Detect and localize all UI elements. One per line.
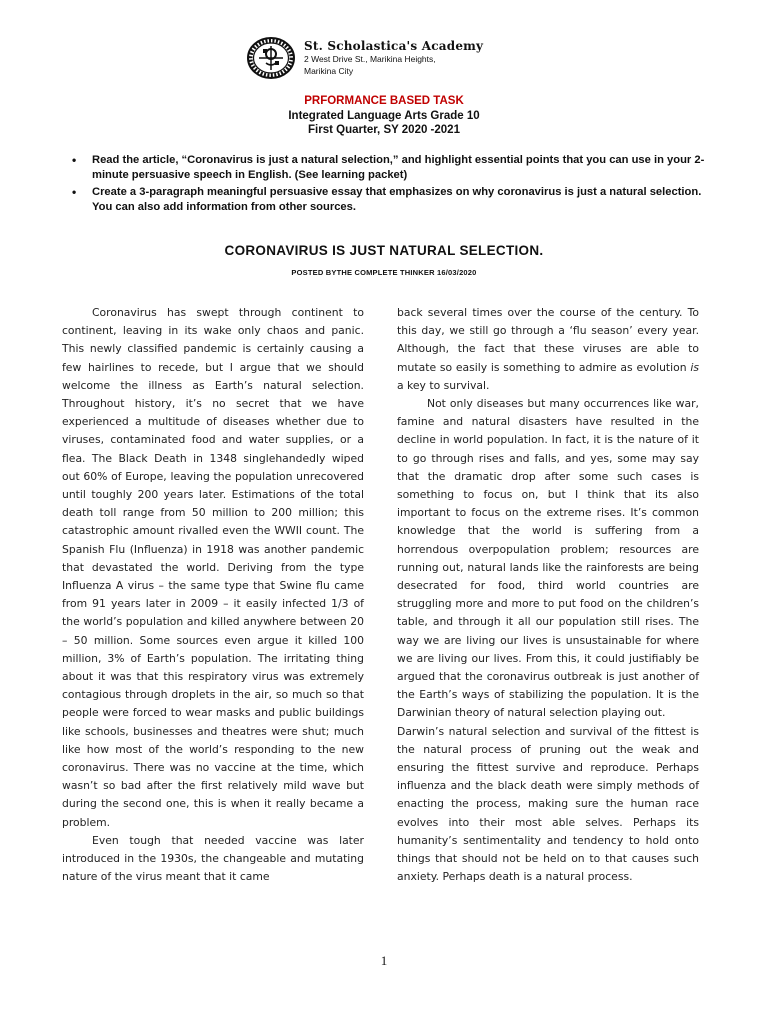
instruction-item: • Create a 3-paragraph meaningful persuasive essay that emphasizes on why coronavirus is just a natural selection. You can also add information from other sources. [66,185,706,215]
article-paragraph: Coronavirus has swept through continent to continent, leaving in its wake only chaos and panic. This newly classified pandemic is certainly causing a few hairlines to recede, but I argue that we should welcome the illness as Earth’s natural selection. Throughout history, it’s no secret that we have experienced a multitude of diseases whether due to viruses, contaminated food and water supplies, or a flea. The Black Death in 1348 singlehandedly wiped out 60% of Europe, leaving the population unrecovered until toughly 200 years later. Estimations of the total death toll range from 50 million to 200 million; this catastrophic amount rivalled even the WWII count. The Spanish Flu (Influenza) in 1918 was another pandemic that devastated the world. Deriving from the type Influenza A virus – the same type that Swine flu came from 91 years later in 2009 – it easily infected 1/3 of the world’s population and killed anywhere between 20 – 50 million. Some sources even argue it killed 100 million, 3% of Earth’s population. The irritating thing about it was that this respiratory virus was extremely contagious through droplets in the air, so much so that people were forced to wear masks and public buildings like schools, businesses and theatres were shut; much like how most of the world’s responding to the new coronavirus. There was no vaccine at the time, which wasn’t so bad after the first relatively mild wave but during the second one, this is when it really became a problem. [62,306,364,829]
paragraph-text: a key to survival. [397,378,490,392]
task-title: PRFORMANCE BASED TASK [304,95,464,107]
school-logo-icon [246,36,296,80]
task-term: First Quarter, SY 2020 -2021 [308,124,460,136]
article-paragraph: Not only diseases but many occurrences like war, famine and natural disasters have resulted in the decline in world population. In fact, it is the nature of it to go through rises and falls, and yes, some may say that the dramatic drop after some such cases is something to focus on, but I think that its also important to focus on the extreme rises. It’s common knowledge that the world is suffering from a horrendous overpopulation problem; resources are running out, natural lands like the rainforests are being desecrated for food, third world countries are struggling more and more to put food on the children’s table, and through it all our population still rises. The way we are living our lives is unsustainable for where we are living our lives. From this, it could justifiably be argued that the coronavirus outbreak is just another of the Earth’s ways of stabilizing the population. It is the Darwinian theory of natural selection playing out. [397,397,699,720]
school-name: St. Scholastica's Academy [304,39,484,53]
article-paragraph [397,304,699,395]
school-info [304,39,483,77]
article-title: CORONAVIRUS IS JUST NATURAL SELECTION. [224,243,544,258]
page-number: 1 [380,953,388,968]
instructions-list [66,153,706,217]
instruction-item: • Read the article, “Coronavirus is just a natural selection,” and highlight essential points that you can use in your 2-minute persuasive speech in English. (See learning packet) [66,153,706,183]
article-column-left [62,304,364,887]
school-address-line2: Marikina City [304,66,354,76]
school-header [246,36,546,80]
article-byline: POSTED BYTHE COMPLETE THINKER 16/03/2020 [291,268,477,277]
article-paragraph: Even tough that needed vaccine was later introduced in the 1930s, the changeable and mutating nature of the virus meant that it came [62,833,364,884]
paragraph-text: back several times over the course of the century. To this day, we still go through a ‘flu season’ every year. Although, the fact that these viruses are able to mutate so easily is something to admire as evolution [397,306,699,374]
task-heading [0,94,768,137]
emphasis-text: is [690,360,699,374]
school-address-line1: 2 West Drive St., Marikina Heights, [304,54,436,64]
article-column-right [397,304,699,887]
task-subject: Integrated Language Arts Grade 10 [288,110,480,122]
article-paragraph: Darwin’s natural selection and survival of the fittest is the natural process of pruning out the weak and ensuring the fittest survive and reproduce. Perhaps influenza and the black death were simply methods of enacting the process, making sure the human race evolves into their most able selves. Perhaps its humanity’s sentimentality and tendency to hold onto things that should not be held on to that causes such anxiety. Perhaps death is a natural process. [397,724,699,884]
